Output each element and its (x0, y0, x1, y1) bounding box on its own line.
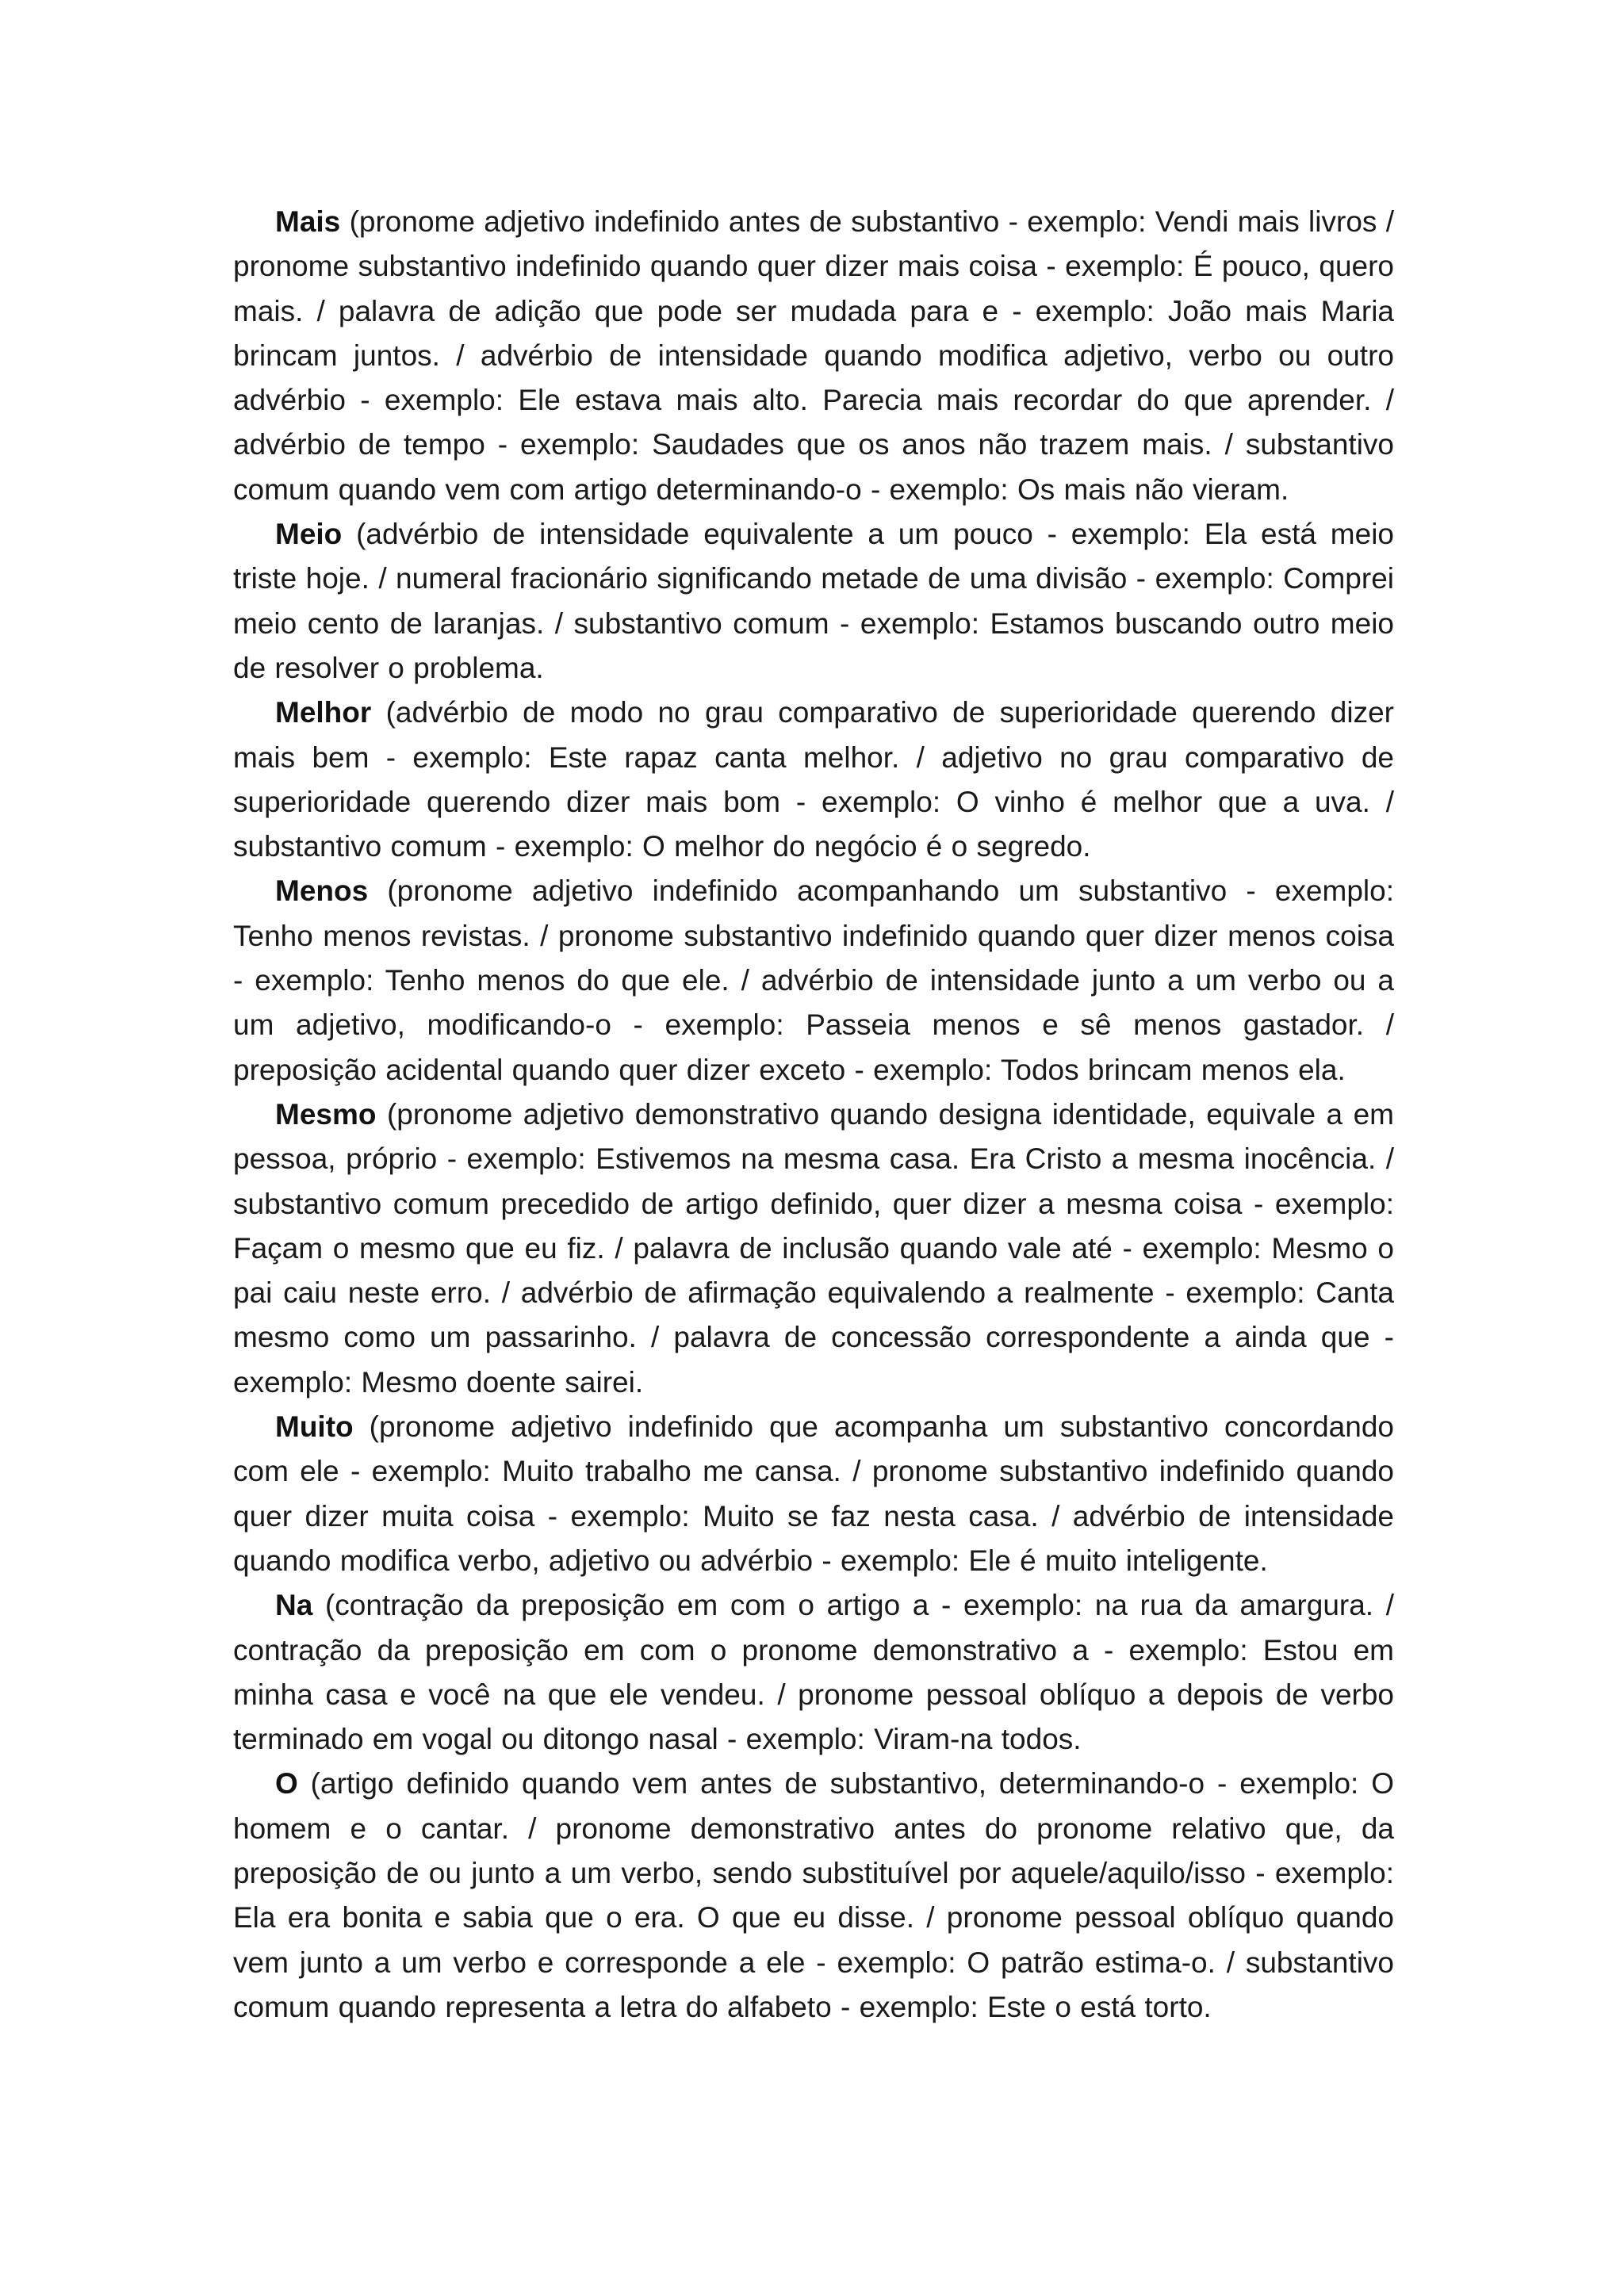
entry-melhor (233, 691, 1394, 869)
entry-menos (233, 869, 1394, 1092)
entry-muito (233, 1405, 1394, 1583)
entry-text: (advérbio de intensidade equivalente a um pouco - exemplo: Ela está meio triste hoje. / numeral fracionário significando metade de uma divisão - exemplo: Comprei meio cento de laranjas. / substantivo comum - exemplo: Estamos buscando outro meio de resolver o problema. (233, 518, 1394, 684)
entry-na (233, 1583, 1394, 1762)
entry-text: (pronome adjetivo indefinido que acompanha um substantivo concordando com ele - exemplo: Muito trabalho me cansa. / pronome substantivo indefinido quando quer dizer muita coisa - exemplo: Muito se faz nesta casa. / advérbio de intensidade quando modifica verbo, adjetivo ou advérbio - exemplo: Ele é muito inteligente. (233, 1410, 1394, 1577)
entry-term: Mesmo (275, 1097, 377, 1131)
entry-term: Na (275, 1589, 313, 1622)
entry-term: Muito (275, 1410, 354, 1444)
entry-text: (contração da preposição em com o artigo a - exemplo: na rua da amargura. / contração da preposição em com o pronome demonstrativo a - exemplo: Estou em minha casa e você na que ele vendeu. / pronome pessoal oblíquo a depois de verbo terminado em vogal ou ditongo nasal - exemplo: Viram-na todos. (233, 1589, 1394, 1756)
entry-text: (artigo definido quando vem antes de substantivo, determinando-o - exemplo: O homem e o cantar. / pronome demonstrativo antes do pronome relativo que, da preposição de ou junto a um verbo, sendo substituível por aquele/aquilo/isso - exemplo: Ela era bonita e sabia que o era. O que eu disse. / pronome pessoal oblíquo quando vem junto a um verbo e corresponde a ele - exemplo: O patrão estima-o. / substantivo comum quando representa a letra do alfabeto - exemplo: Este o está torto. (233, 1767, 1394, 2023)
entry-term: Meio (275, 518, 343, 551)
entry-text: (pronome adjetivo indefinido antes de substantivo - exemplo: Vendi mais livros / pronome substantivo indefinido quando quer dizer mais coisa - exemplo: É pouco, quero mais. / palavra de adição que pode ser mudada para e - exemplo: João mais Maria brincam juntos. / advérbio de intensidade quando modifica adjetivo, verbo ou outro advérbio - exemplo: Ele estava mais alto. Parecia mais recordar do que aprender. / advérbio de tempo - exemplo: Saudades que os anos não trazem mais. / substantivo comum quando vem com artigo determinando-o - exemplo: Os mais não vieram. (233, 205, 1394, 506)
entry-o (233, 1762, 1394, 2030)
entry-meio (233, 512, 1394, 691)
document-body (233, 200, 1394, 2030)
entry-text: (advérbio de modo no grau comparativo de superioridade querendo dizer mais bem - exemplo: Este rapaz canta melhor. / adjetivo no grau comparativo de superioridade querendo dizer mais bom - exemplo: O vinho é melhor que a uva. / substantivo comum - exemplo: O melhor do negócio é o segredo. (233, 696, 1394, 863)
entry-text: (pronome adjetivo indefinido acompanhando um substantivo - exemplo: Tenho menos revistas. / pronome substantivo indefinido quando quer dizer menos coisa - exemplo: Tenho menos do que ele. / advérbio de intensidade junto a um verbo ou a um adjetivo, modificando-o - exemplo: Passeia menos e sê menos gastador. / preposição acidental quando quer dizer exceto - exemplo: Todos brincam menos ela. (233, 874, 1394, 1086)
entry-mais (233, 200, 1394, 512)
entry-term: Melhor (275, 696, 372, 729)
entry-mesmo (233, 1093, 1394, 1405)
entry-text: (pronome adjetivo demonstrativo quando designa identidade, equivale a em pessoa, próprio - exemplo: Estivemos na mesma casa. Era Cristo a mesma inocência. / substantivo comum precedido de artigo definido, quer dizer a mesma coisa - exemplo: Façam o mesmo que eu fiz. / palavra de inclusão quando vale até - exemplo: Mesmo o pai caiu neste erro. / advérbio de afirmação equivalendo a realmente - exemplo: Canta mesmo como um passarinho. / palavra de concessão correspondente a ainda que - exemplo: Mesmo doente sairei. (233, 1097, 1394, 1399)
entry-term: Menos (275, 874, 369, 908)
entry-term: O (275, 1767, 298, 1800)
entry-term: Mais (275, 205, 341, 238)
